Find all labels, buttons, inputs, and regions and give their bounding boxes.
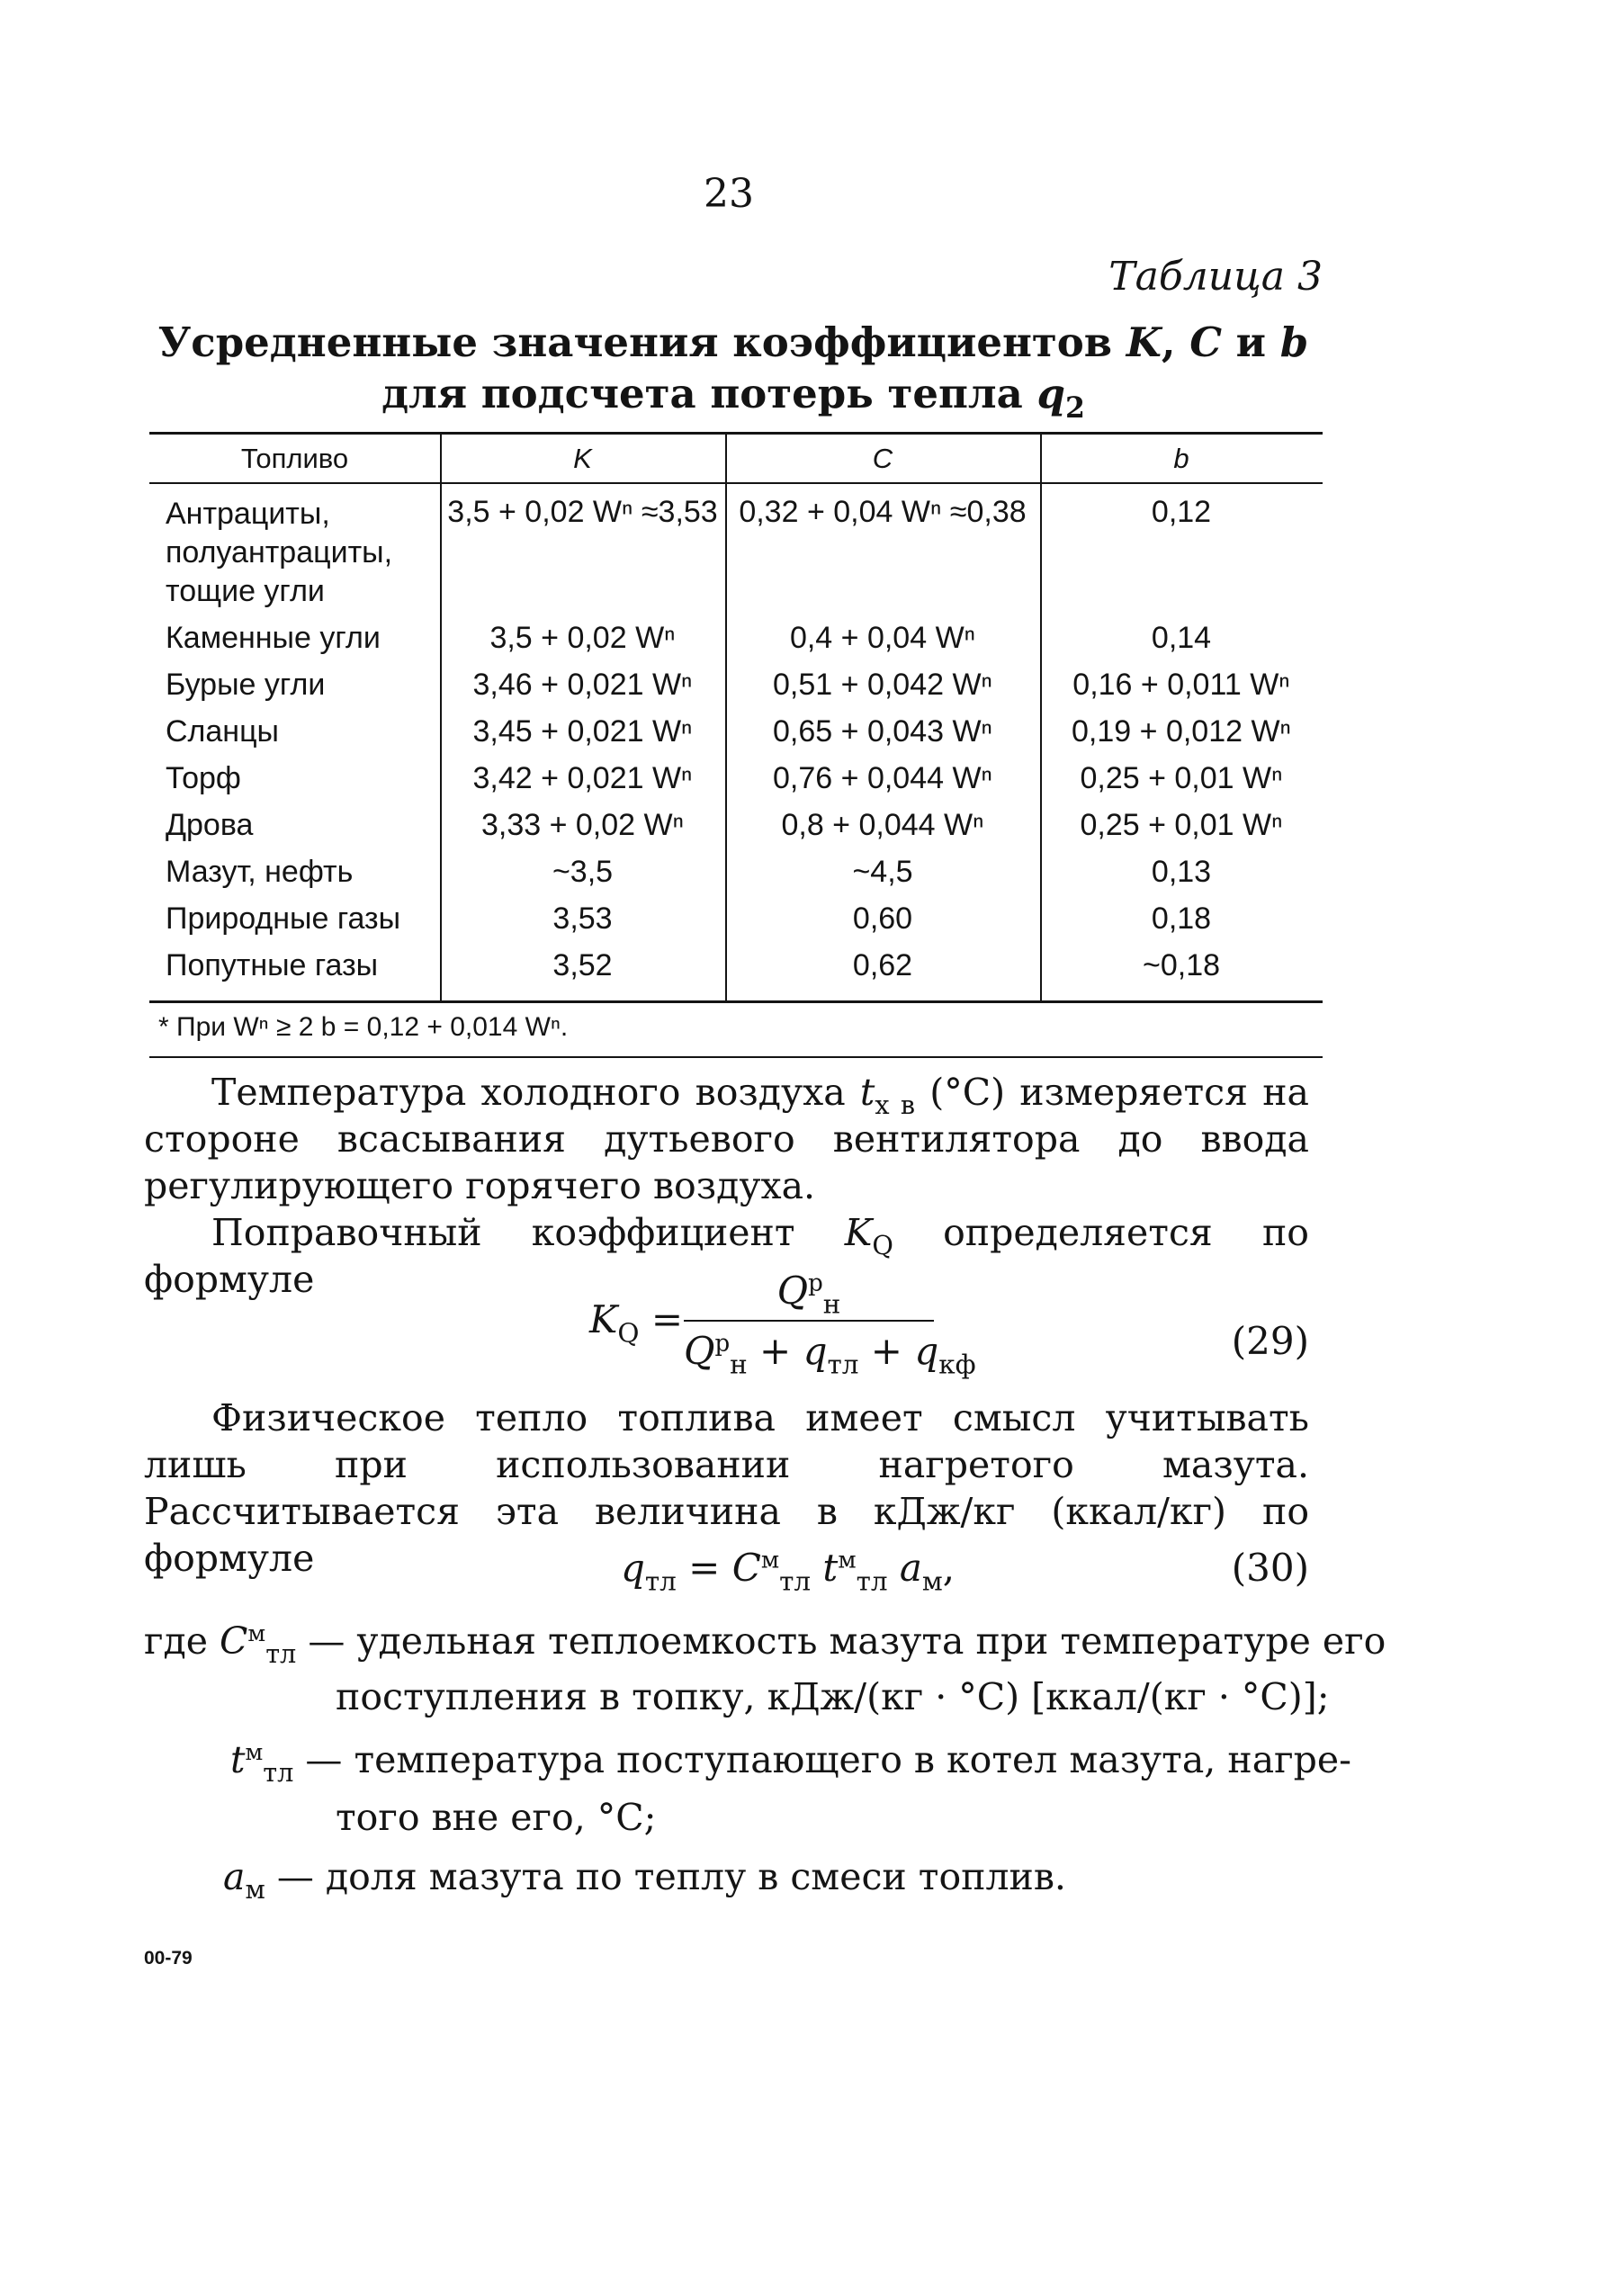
equation-number-29: (29) (1231, 1319, 1309, 1363)
symbol-t-sub: х в (875, 1090, 916, 1121)
table-cell-b: 0,13 (1151, 855, 1212, 889)
table-cell-c: 0,51 + 0,042 Wⁿ (773, 668, 992, 702)
table-cell-k: 3,46 + 0,021 Wⁿ (472, 668, 693, 702)
header-b: b (1173, 443, 1189, 474)
formula-29-fraction (684, 1269, 976, 1380)
table-cell-c: 0,60 (852, 901, 913, 936)
f29-num-sub: н (822, 1288, 841, 1320)
def-t-symbol: t (230, 1738, 246, 1781)
table-cell-c: 0,76 + 0,044 Wⁿ (773, 761, 992, 795)
table-cell-b: 0,18 (1151, 901, 1212, 936)
f29-num-q: Q (776, 1269, 809, 1313)
f29-den-q: Q (684, 1329, 715, 1373)
table-bottom-rule (149, 1000, 1323, 1003)
table-cell-b: 0,25 + 0,01 Wⁿ (1080, 808, 1283, 842)
table-row-fuel: Сланцы (166, 714, 279, 749)
table-row-fuel: Попутные газы (166, 948, 379, 982)
f29-den-qtl-sub: тл (827, 1349, 859, 1380)
definition-c (144, 1619, 1386, 1670)
table-header-rule (149, 482, 1323, 484)
def-c-symbol: C (220, 1619, 248, 1663)
table-cell-k: 3,53 (552, 901, 613, 936)
header-k: K (573, 443, 592, 474)
title-comma: , (1161, 318, 1190, 366)
def-a-sub: м (245, 1874, 265, 1906)
f29-numerator (684, 1269, 934, 1320)
table-cell-k: 3,52 (552, 948, 613, 982)
f29-den-q-sup: р (714, 1330, 731, 1358)
def-t-sub: тл (263, 1757, 294, 1789)
table-cell-k: 3,33 + 0,02 Wⁿ (480, 808, 685, 842)
title-text-1: Усредненные значения коэффициентов (157, 318, 1126, 366)
table-cell-k: 3,42 + 0,021 Wⁿ (472, 761, 693, 795)
footnote-rule (149, 1056, 1323, 1058)
table-row-fuel: Дрова (166, 808, 254, 842)
f29-plus-2: + (858, 1329, 915, 1373)
f29-den-q-sub: н (730, 1349, 748, 1380)
table-cell-b: ~0,18 (1142, 948, 1221, 982)
def-t-text-1: — температура поступающего в котел мазута, нагре- (305, 1738, 1351, 1781)
f29-den-qkf: q (914, 1329, 939, 1373)
table-cell-k: 3,45 + 0,021 Wⁿ (472, 714, 693, 749)
f30-a-sub: м (921, 1565, 943, 1597)
table-cell-c: 0,8 + 0,044 Wⁿ (781, 808, 984, 842)
f29-den-qtl: q (803, 1329, 828, 1373)
table-cell-c: 0,62 (852, 948, 913, 982)
title-symbol-c: C (1189, 318, 1223, 366)
f30-q-sub: тл (644, 1565, 677, 1597)
f30-c-sup: м (760, 1547, 780, 1574)
paragraph-fuel-heat: Физическое тепло топлива имеет смысл учитывать лишь при использовании нагретого мазута. Рассчитывается эта величина в кДж/кг (ккал/кг) по формуле (144, 1396, 1309, 1580)
definition-a (223, 1855, 1066, 1906)
para2-text: Поправочный коэффициент (211, 1211, 845, 1254)
definition-t (230, 1738, 1351, 1789)
f29-denominator (684, 1329, 976, 1380)
table-row-fuel (166, 495, 392, 611)
header-c: C (872, 443, 893, 474)
f29-plus-1: + (747, 1329, 803, 1373)
f30-end: , (942, 1546, 956, 1590)
symbol-k-sub: Q (872, 1230, 893, 1261)
fraction-bar (684, 1320, 934, 1322)
table-title (144, 317, 1323, 426)
f29-k: K (589, 1297, 618, 1341)
table-row-fuel: Бурые угли (166, 668, 326, 702)
fuel-line: полуантрациты, (166, 535, 393, 570)
f30-c-sub: тл (779, 1565, 812, 1597)
def-c-sub: тл (265, 1638, 297, 1670)
para2-text-post: определяется по формуле (144, 1211, 1309, 1301)
title-line-2 (144, 368, 1323, 426)
table-cell-c: ~4,5 (852, 855, 913, 889)
title-line-1 (144, 317, 1323, 368)
def-c-text-1: — удельная теплоемкость мазута при температуре его (308, 1619, 1386, 1663)
table-label: Таблица 3 (1108, 254, 1323, 300)
table-top-rule (149, 432, 1323, 435)
table-cell-c: 0,65 + 0,043 Wⁿ (773, 714, 992, 749)
f30-t-sub: тл (856, 1565, 888, 1597)
print-code: 00-79 (144, 1948, 193, 1969)
table-cell-b: 0,19 + 0,012 Wⁿ (1072, 714, 1291, 749)
table-cell-k: ~3,5 (552, 855, 614, 889)
table-footnote: * При Wⁿ ≥ 2 b = 0,12 + 0,014 Wⁿ. (158, 1012, 569, 1042)
f30-t: t (822, 1546, 839, 1590)
table-cell-c: 0,4 + 0,04 Wⁿ (789, 621, 976, 655)
para1-text: Температура холодного воздуха (211, 1071, 860, 1114)
fuel-line: тощие угли (166, 574, 325, 608)
formula-30 (621, 1546, 956, 1597)
table-cell-b: 0,25 + 0,01 Wⁿ (1080, 761, 1283, 795)
table-cell-k: 3,5 + 0,02 Wⁿ ≈3,53 (447, 495, 718, 529)
table-row-fuel: Природные газы (166, 901, 401, 936)
f30-t-sup: м (838, 1547, 857, 1574)
para1-text-post: (°С) измеряется на стороне всасывания дутьевого вентилятора до ввода регулирующего горячего воздуха. (144, 1071, 1309, 1207)
table-row-fuel: Каменные угли (166, 621, 381, 655)
title-symbol-b: b (1279, 318, 1309, 366)
table-row-fuel: Мазут, нефть (166, 855, 354, 889)
title-text-2: для подсчета потерь тепла (381, 370, 1037, 417)
title-symbol-q-sub: 2 (1064, 391, 1085, 426)
table-row-fuel: Торф (166, 761, 241, 795)
table-cell-b: 0,16 + 0,011 Wⁿ (1072, 668, 1290, 702)
definition-c-cont: поступления в топку, кДж/(кг · °С) [ккал/(кг · °С)]; (336, 1675, 1330, 1718)
symbol-k: K (844, 1211, 873, 1254)
def-a-symbol: a (223, 1855, 246, 1898)
f30-c: C (731, 1546, 761, 1590)
table-cell-c: 0,32 + 0,04 Wⁿ ≈0,38 (739, 495, 1027, 529)
where-word: где (144, 1619, 208, 1663)
def-t-sup: м (245, 1738, 264, 1766)
f29-k-sub: Q (617, 1317, 640, 1349)
table-cell-b: 0,14 (1151, 621, 1212, 655)
f30-eq: = (676, 1546, 732, 1590)
f29-eq: = (639, 1297, 684, 1341)
f30-q: q (621, 1546, 645, 1590)
title-symbol-k: K (1126, 318, 1162, 366)
header-fuel: Топливо (240, 443, 349, 474)
definition-t-cont: того вне его, °С; (336, 1796, 657, 1839)
formula-29-lhs (589, 1297, 684, 1349)
table-cell-k: 3,5 + 0,02 Wⁿ (489, 621, 676, 655)
fuel-line: Антрациты, (166, 497, 330, 531)
f29-num-sup: р (808, 1269, 823, 1297)
paragraph-cold-air (144, 1069, 1309, 1209)
f29-den-qkf-sub: кф (938, 1349, 976, 1380)
title-and: и (1222, 318, 1280, 366)
table-cell-b: 0,12 (1151, 495, 1212, 529)
equation-number-30: (30) (1231, 1546, 1309, 1590)
title-symbol-q: q (1036, 370, 1065, 417)
page-number: 23 (704, 171, 754, 217)
f30-a: a (899, 1546, 922, 1590)
def-c-sup: м (247, 1619, 266, 1647)
symbol-t: t (859, 1071, 875, 1114)
def-a-text-1: — доля мазута по теплу в смеси топлив. (276, 1855, 1066, 1898)
